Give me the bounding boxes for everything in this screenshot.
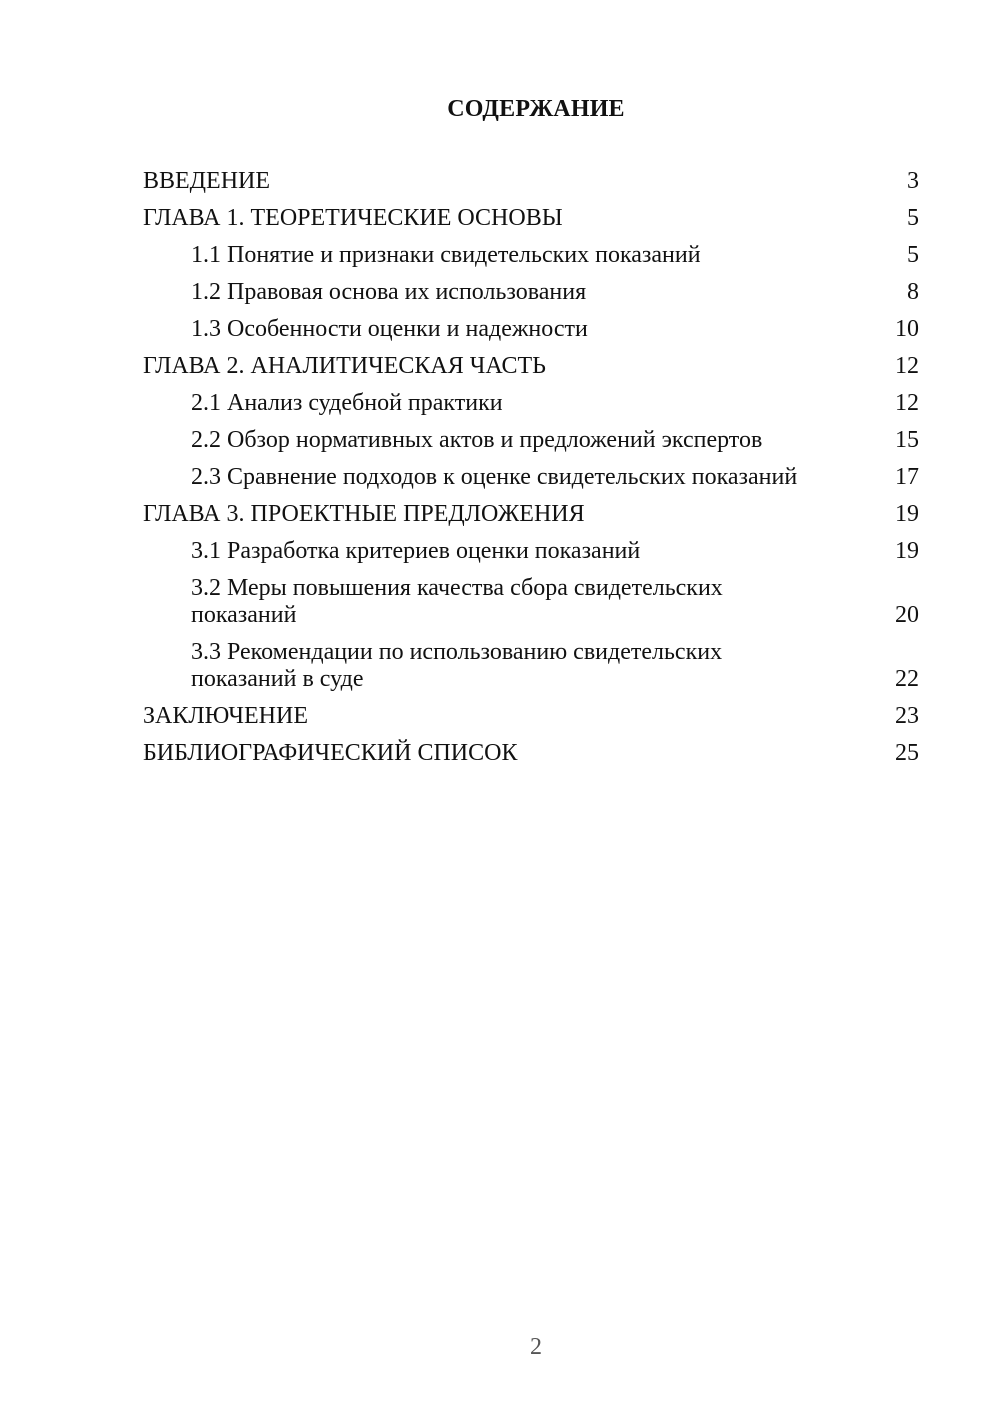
toc-entry-title: 2.1 Анализ судебной практики <box>191 390 503 416</box>
toc-entry-page: 23 <box>895 703 919 729</box>
toc-entry-page: 19 <box>895 538 919 564</box>
toc-entry-page: 8 <box>907 279 919 305</box>
table-of-contents <box>143 168 919 777</box>
toc-entry-section-3-1[interactable] <box>143 538 919 565</box>
toc-entry-title: 2.2 Обзор нормативных актов и предложений экспертов <box>191 427 763 453</box>
toc-entry-title: ГЛАВА 3. ПРОЕКТНЫЕ ПРЕДЛОЖЕНИЯ <box>143 501 585 527</box>
toc-entry-section-3-3[interactable] <box>143 639 919 693</box>
toc-entry-page: 5 <box>907 242 919 268</box>
toc-entry-page: 10 <box>895 316 919 342</box>
toc-entry-page: 25 <box>895 740 919 766</box>
toc-entry-section-2-3[interactable] <box>143 464 919 491</box>
page-number: 2 <box>530 1334 542 1360</box>
toc-entry-title: ГЛАВА 1. ТЕОРЕТИЧЕСКИЕ ОСНОВЫ <box>143 205 563 231</box>
page-title: СОДЕРЖАНИЕ <box>447 96 625 122</box>
toc-entry-title: 3.3 Рекомендации по использованию свидетельских показаний в суде <box>191 639 723 692</box>
toc-entry-page: 22 <box>895 666 919 692</box>
toc-entry-introduction[interactable] <box>143 168 919 195</box>
toc-entry-page: 20 <box>895 602 919 628</box>
toc-entry-chapter-3[interactable] <box>143 501 919 528</box>
toc-entry-section-2-1[interactable] <box>143 390 919 417</box>
toc-entry-title: ВВЕДЕНИЕ <box>143 168 271 194</box>
toc-entry-title: 2.3 Сравнение подходов к оценке свидетельских показаний <box>191 464 798 490</box>
toc-entry-page: 15 <box>895 427 919 453</box>
toc-entry-conclusion[interactable] <box>143 703 919 730</box>
toc-entry-page: 19 <box>895 501 919 527</box>
toc-entry-section-1-1[interactable] <box>143 242 919 269</box>
toc-entry-chapter-1[interactable] <box>143 205 919 232</box>
toc-entry-title: 1.2 Правовая основа их использования <box>191 279 587 305</box>
toc-entry-page: 5 <box>907 205 919 231</box>
toc-entry-chapter-2[interactable] <box>143 353 919 380</box>
toc-entry-page: 12 <box>895 353 919 379</box>
toc-entry-bibliography[interactable] <box>143 740 919 767</box>
toc-entry-title: 3.2 Меры повышения качества сбора свидетельских показаний <box>191 575 723 628</box>
toc-entry-page: 3 <box>907 168 919 194</box>
toc-entry-title: ГЛАВА 2. АНАЛИТИЧЕСКАЯ ЧАСТЬ <box>143 353 546 379</box>
toc-entry-section-1-2[interactable] <box>143 279 919 306</box>
toc-entry-section-3-2[interactable] <box>143 575 919 629</box>
toc-entry-title: ЗАКЛЮЧЕНИЕ <box>143 703 308 729</box>
toc-entry-title: 3.1 Разработка критериев оценки показаний <box>191 538 641 564</box>
toc-entry-title: 1.1 Понятие и признаки свидетельских показаний <box>191 242 701 268</box>
toc-entry-title: 1.3 Особенности оценки и надежности <box>191 316 588 342</box>
toc-entry-page: 17 <box>895 464 919 490</box>
toc-entry-section-1-3[interactable] <box>143 316 919 343</box>
toc-entry-page: 12 <box>895 390 919 416</box>
toc-entry-title: БИБЛИОГРАФИЧЕСКИЙ СПИСОК <box>143 740 518 766</box>
toc-entry-section-2-2[interactable] <box>143 427 919 454</box>
